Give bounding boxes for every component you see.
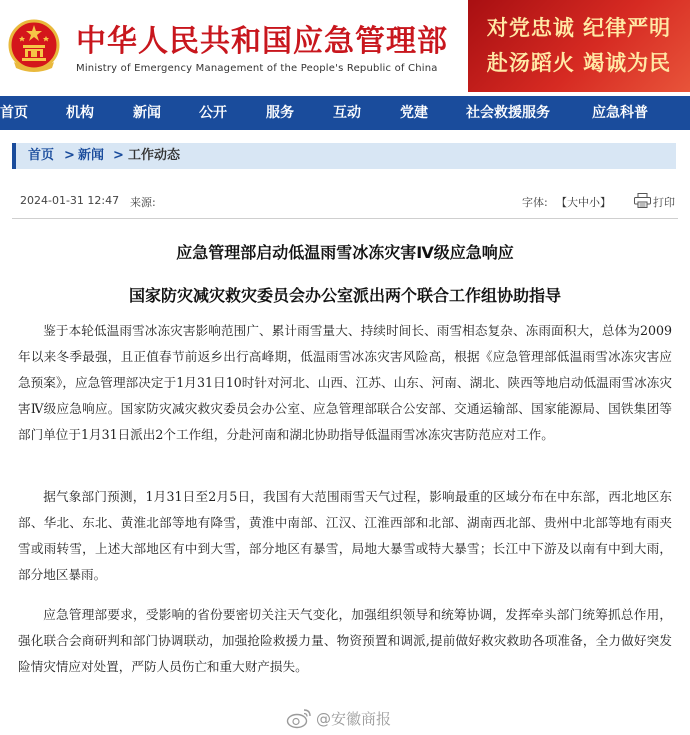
article-meta	[0, 190, 690, 212]
weibo-icon	[286, 707, 312, 729]
breadcrumb-news[interactable]: 新闻	[78, 148, 105, 163]
article-title: 应急管理部启动低温雨雪冰冻灾害Ⅳ级应急响应	[176, 243, 514, 262]
nav-item-social-rescue[interactable]: 社会救援服务	[466, 105, 550, 121]
article-paragraph: 据气象部门预测，1月31日至2月5日，我国有大范围雨雪天气过程，影响最重的区域分布在中东部，西北地区东部、华北、东北、黄淮北部等地有降雪，黄淮中南部、江汉、江淮西部和北部、湖南西北部、贵州中北部等地有雨夹雪或雨转雪，上述大部地区有中到大雪，部分地区有暴雪，局地大暴雪或特大暴雪；长江中下游及以南有中到大雨，部分地区暴雨。	[18, 489, 672, 582]
print-link[interactable]: 打印	[653, 196, 675, 209]
nav-item-home[interactable]: 首页	[0, 105, 28, 121]
breadcrumb-current: 工作动态	[128, 148, 181, 163]
source-label: 来源:	[130, 196, 156, 209]
main-nav	[0, 96, 690, 130]
site-subtitle: Ministry of Emergency Management of the People's Republic of China	[76, 63, 438, 74]
nav-item-service[interactable]: 服务	[266, 105, 294, 121]
article-paragraph: 鉴于本轮低温雨雪冰冻灾害影响范围广、累计雨雪量大、持续时间长、雨雪相态复杂、冻雨面积大，总体为2009年以来冬季最强，且正值春节前返乡出行高峰期，低温雨雪冰冻灾害风险高，根据《应急管理部低温雨雪冰冻灾害应急预案》，应急管理部决定于1月31日10时针对河北、山西、江苏、山东、河南、湖北、陕西等地启动低温雨雪冰冻灾害Ⅳ级应急响应。国家防灾减灾救灾委员会办公室、应急管理部联合公安部、交通运输部、国家能源局、国铁集团等部门单位于1月31日派出2个工作组，分赴河南和湖北协助指导低温雨雪冰冻灾害防范应对工作。	[18, 323, 672, 442]
meta-divider	[12, 218, 678, 219]
slogan-line-1: 对党忠诚 纪律严明	[486, 15, 672, 40]
breadcrumb-separator: >	[113, 148, 124, 163]
printer-icon[interactable]	[634, 193, 651, 208]
breadcrumb-separator: >	[64, 148, 75, 163]
slogan-banner	[468, 0, 690, 92]
font-size-switcher[interactable]: 【大中小】	[556, 196, 611, 209]
font-label: 字体:	[522, 196, 548, 209]
nav-item-public[interactable]: 公开	[199, 105, 227, 121]
publish-date: 2024-01-31 12:47	[20, 194, 120, 207]
watermark-text: @安徽商报	[316, 710, 392, 728]
site-title: 中华人民共和国应急管理部	[76, 24, 448, 59]
national-emblem-icon[interactable]	[8, 18, 60, 74]
nav-item-interaction[interactable]: 互动	[333, 105, 361, 121]
nav-item-news[interactable]: 新闻	[133, 105, 161, 121]
article-subtitle: 国家防灾减灾救灾委员会办公室派出两个联合工作组协助指导	[128, 286, 561, 305]
nav-item-science[interactable]: 应急科普	[592, 105, 648, 121]
nav-item-organization[interactable]: 机构	[66, 105, 94, 121]
slogan-line-2: 赴汤蹈火 竭诚为民	[486, 50, 672, 75]
breadcrumb	[12, 143, 676, 169]
site-header	[0, 0, 690, 96]
breadcrumb-home[interactable]: 首页	[28, 148, 55, 163]
nav-item-party[interactable]: 党建	[400, 105, 428, 121]
article-paragraph: 应急管理部要求，受影响的省份要密切关注天气变化，加强组织领导和统筹协调，发挥牵头部门统筹抓总作用，强化联合会商研判和部门协调联动，加强抢险救援力量、物资预置和调派,提前做好救灾救助各项准备，全力做好突发险情灾情应对处置，严防人员伤亡和重大财产损失。	[18, 607, 672, 674]
